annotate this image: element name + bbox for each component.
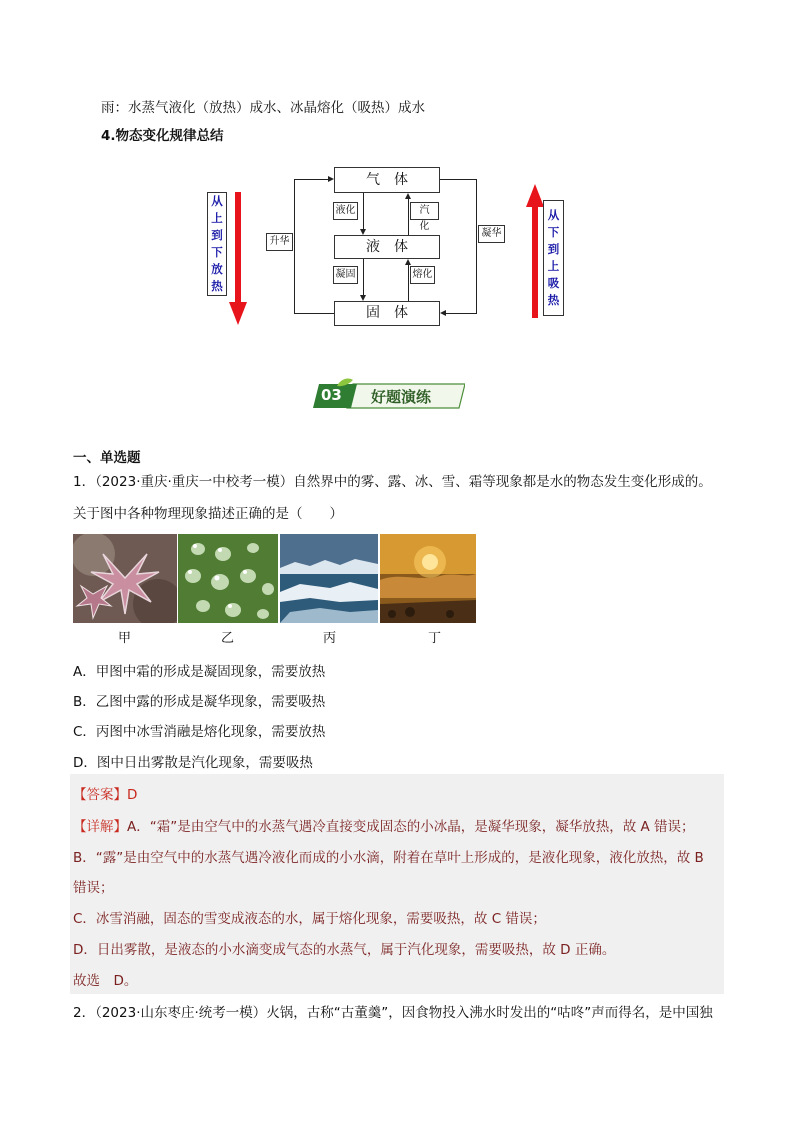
answer-tag: 【答案】 — [73, 787, 127, 803]
photo-label-bing: 丙 — [323, 631, 337, 646]
liquid-box: 液 体 — [334, 235, 440, 259]
deposit-label: 凝华 — [478, 225, 505, 243]
photo-label-jia: 甲 — [118, 631, 132, 646]
section-banner — [313, 378, 465, 410]
right-vertical-label: 从 下 到 上 吸 热 — [543, 200, 564, 316]
answer-value: D — [127, 787, 138, 803]
q1-stem-line1: 1．（2023·重庆·重庆一中校考一模）自然界中的雾、露、冰、雪、霜等现象都是水的物态发生变化形成的。 — [73, 474, 712, 490]
solidify-label: 凝固 — [333, 266, 358, 284]
answer-line — [73, 783, 137, 803]
left-vertical-label: 从 上 到 下 放 热 — [207, 192, 227, 296]
rain-line: 雨：水蒸气液化（放热）成水、冰晶熔化（吸热）成水 — [101, 100, 425, 116]
section-title: 一、单选题 — [73, 450, 141, 466]
detail-tag: 【详解】 — [73, 819, 127, 835]
solid-box: 固 体 — [334, 301, 440, 326]
detail-b-line2: 错误； — [73, 880, 114, 896]
vaporize-label: 汽 化 — [410, 202, 439, 220]
photo-dew — [178, 534, 278, 623]
heading-4: 4.物态变化规律总结 — [101, 128, 224, 144]
detail-d-line: D．日出雾散，是液态的小水滴变成气态的水蒸气，属于汽化现象，需要吸热，故 D 正确。 — [73, 942, 616, 958]
option-d: D．图中日出雾散是汽化现象，需要吸热 — [73, 755, 313, 771]
liquefy-label: 液化 — [333, 202, 358, 220]
sublimate-label: 升华 — [266, 233, 293, 251]
detail-b-line1: B．“露”是由空气中的水蒸气遇冷液化而成的小水滴，附着在草叶上形成的，是液化现象，液化放热，故 B — [73, 850, 704, 866]
melt-label: 熔化 — [410, 266, 435, 284]
answer-panel — [70, 774, 724, 994]
conclusion-line: 故选 D。 — [73, 973, 138, 989]
gas-box: 气 体 — [334, 167, 440, 193]
option-c: C．丙图中冰雪消融是熔化现象，需要放热 — [73, 724, 326, 740]
photo-label-yi: 乙 — [221, 631, 235, 646]
photo-ice-melting — [280, 534, 378, 623]
q2-stem-line1: 2．（2023·山东枣庄·统考一模）火锅，古称“古董羹”，因食物投入沸水时发出的“咕咚”声而得名，是中国独 — [73, 1005, 713, 1021]
option-b: B．乙图中露的形成是凝华现象，需要吸热 — [73, 694, 326, 710]
option-a: A．甲图中霜的形成是凝固现象，需要放热 — [73, 664, 326, 680]
photo-label-ding: 丁 — [428, 631, 442, 646]
photo-frost — [73, 534, 177, 623]
detail-c-line: C．冰雪消融，固态的雪变成液态的水，属于熔化现象，需要吸热，故 C 错误； — [73, 911, 546, 927]
banner-title: 好题演练 — [371, 388, 432, 406]
banner-number: 03 — [321, 386, 342, 404]
detail-a-line: 【详解】A．“霜”是由空气中的水蒸气遇冷直接变成固态的小冰晶，是凝华现象，凝华放热，故 A 错误； — [73, 819, 695, 835]
q1-stem-line2: 关于图中各种物理现象描述正确的是（ ） — [73, 506, 343, 522]
left-red-arrow — [228, 192, 248, 326]
photo-sunrise-fog — [380, 534, 476, 623]
right-red-arrow — [525, 184, 545, 318]
